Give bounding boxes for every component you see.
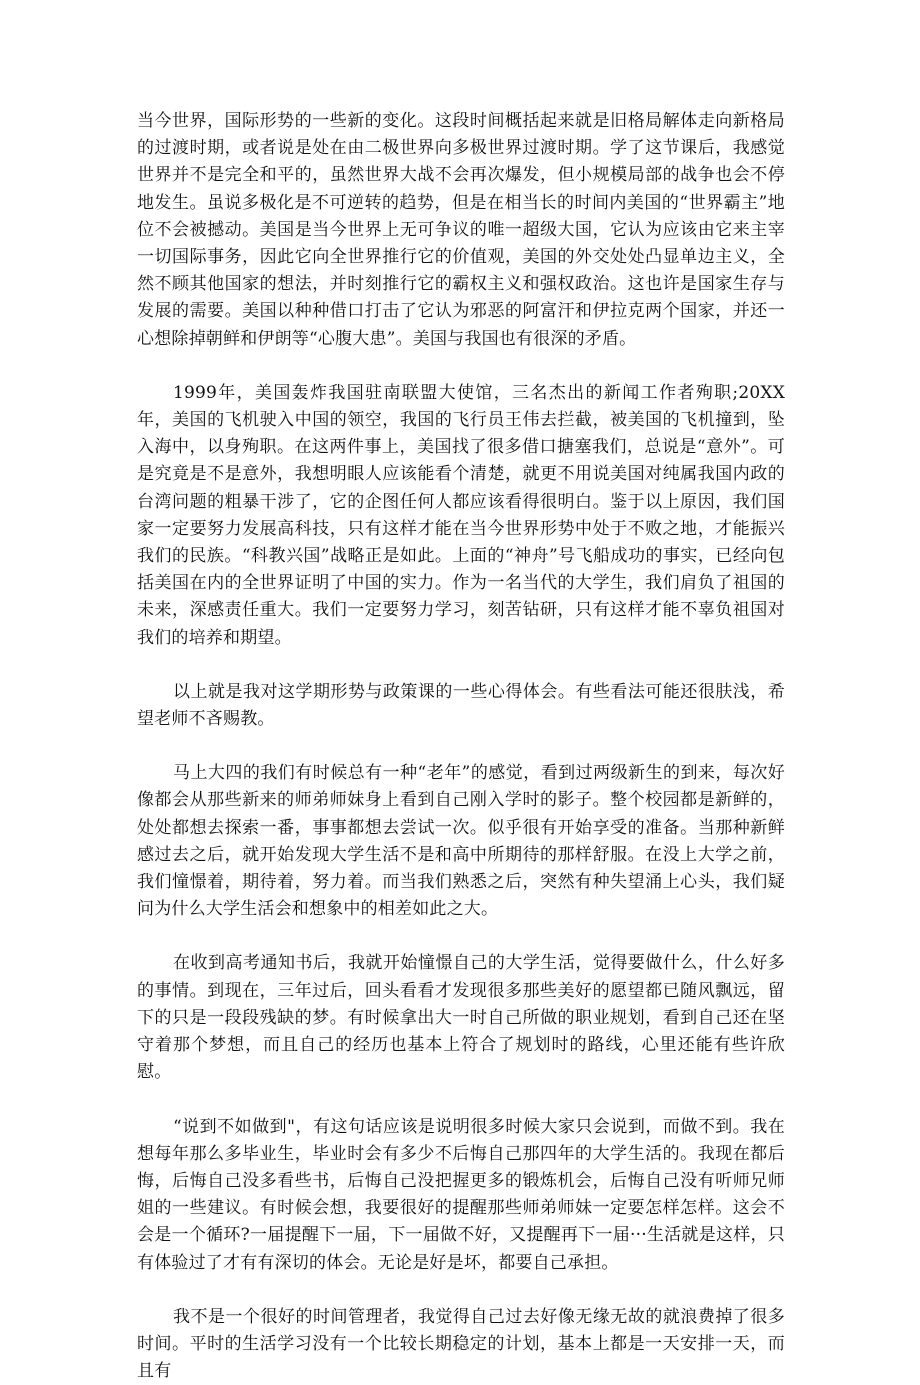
paragraph-gap	[137, 923, 785, 950]
paragraph-college-dreams: 在收到高考通知书后，我就开始憧憬自己的大学生活，觉得要做什么，什么好多的事情。到现在，三年过后，回头看看才发现很多那些美好的愿望都已随风飘远，留下的只是一段段残缺的梦。有时候拿出大一时自己所做的职业规划，看到自己还在坚守着那个梦想，而且自己的经历也基本上符合了规划时的路线，心里还能有些许欣慰。	[137, 953, 785, 1083]
paragraph-senior-year: 马上大四的我们有时候总有一种“老年”的感觉，看到过两级新生的到来，每次好像都会从那些新来的师弟师妹身上看到自己刚入学时的影子。整个校园都是新鲜的，处处都想去探索一番，事事都想去尝试一次。似乎很有开始享受的准备。当那种新鲜感过去之后，就开始发现大学生活不是和高中所期待的那样舒服。在没上大学之前，我们憧憬着，期待着，努力着。而当我们熟悉之后，突然有种失望涌上心头，我们疑问为什么大学生活会和想象中的相差如此之大。	[137, 763, 785, 920]
paragraph-course-summary: 以上就是我对这学期形势与政策课的一些心得体会。有些看法可能还很肤浅，希望老师不吝赐教。	[137, 681, 785, 730]
paragraph-time-management: 我不是一个很好的时间管理者，我觉得自己过去好像无缘无故的就浪费掉了很多时间。平时的生活学习没有一个比较长期稳定的计划，基本上都是一天安排一天，而且有	[137, 1306, 785, 1382]
paragraph-gap	[137, 733, 785, 760]
paragraph-gap	[137, 353, 785, 380]
document-body	[137, 108, 785, 1385]
paragraph-gap	[137, 1087, 785, 1114]
paragraph-regrets: “说到不如做到"，有这句话应该是说明很多时候大家只会说到，而做不到。我在想每年那么多毕业生，毕业时会有多少不后悔自己那四年的大学生活的。我现在都后悔，后悔自己没多看些书，后悔自己没把握更多的锻炼机会，后悔自己没有听师兄师姐的一些建议。有时候会想，我要很好的提醒那些师弟师妹一定要怎样怎样。这会不会是一个循环?一届提醒下一届，下一届做不好，又提醒再下一届···生活就是这样，只有体验过了才有有深切的体会。无论是好是坏，都要自己承担。	[137, 1116, 785, 1273]
paragraph-world-situation: 当今世界，国际形势的一些新的变化。这段时间概括起来就是旧格局解体走向新格局的过渡时期，或者说是处在由二极世界向多极世界过渡时期。学了这节课后，我感觉世界并不是完全和平的，虽然世界大战不会再次爆发，但小规模局部的战争也会不停地发生。虽说多极化是不可逆转的趋势，但是在相当长的时间内美国的“世界霸主”地位不会被撼动。美国是当今世界上无可争议的唯一超级大国，它认为应该由它来主宰一切国际事务，因此它向全世界推行它的价值观，美国的外交处处凸显单边主义，全然不顾其他国家的想法，并时刻推行它的霸权主义和强权政治。这也许是国家生存与发展的需要。美国以种种借口打击了它认为邪恶的阿富汗和伊拉克两个国家，并还一心想除掉朝鲜和伊朗等“心腹大患”。美国与我国也有很深的矛盾。	[137, 111, 785, 349]
paragraph-gap	[137, 1277, 785, 1304]
paragraph-gap	[137, 652, 785, 679]
paragraph-embassy-bombing: 1999年，美国轰炸我国驻南联盟大使馆，三名杰出的新闻工作者殉职;20XX年，美国的飞机驶入中国的领空，我国的飞行员王伟去拦截，被美国的飞机撞到，坠入海中，以身殉职。在这两件事上，美国找了很多借口搪塞我们，总说是“意外”。可是究竟是不是意外，我想明眼人应该能看个清楚，就更不用说美国对纯属我国内政的台湾问题的粗暴干涉了，它的企图任何人都应该看得很明白。鉴于以上原因，我们国家一定要努力发展高科技，只有这样才能在当今世界形势中处于不败之地，才能振兴我们的民族。“科教兴国”战略正是如此。上面的“神舟”号飞船成功的事实，已经向包括美国在内的全世界证明了中国的实力。作为一名当代的大学生，我们肩负了祖国的未来，深感责任重大。我们一定要努力学习，刻苦钻研，只有这样才能不辜负祖国对我们的培养和期望。	[137, 382, 785, 648]
